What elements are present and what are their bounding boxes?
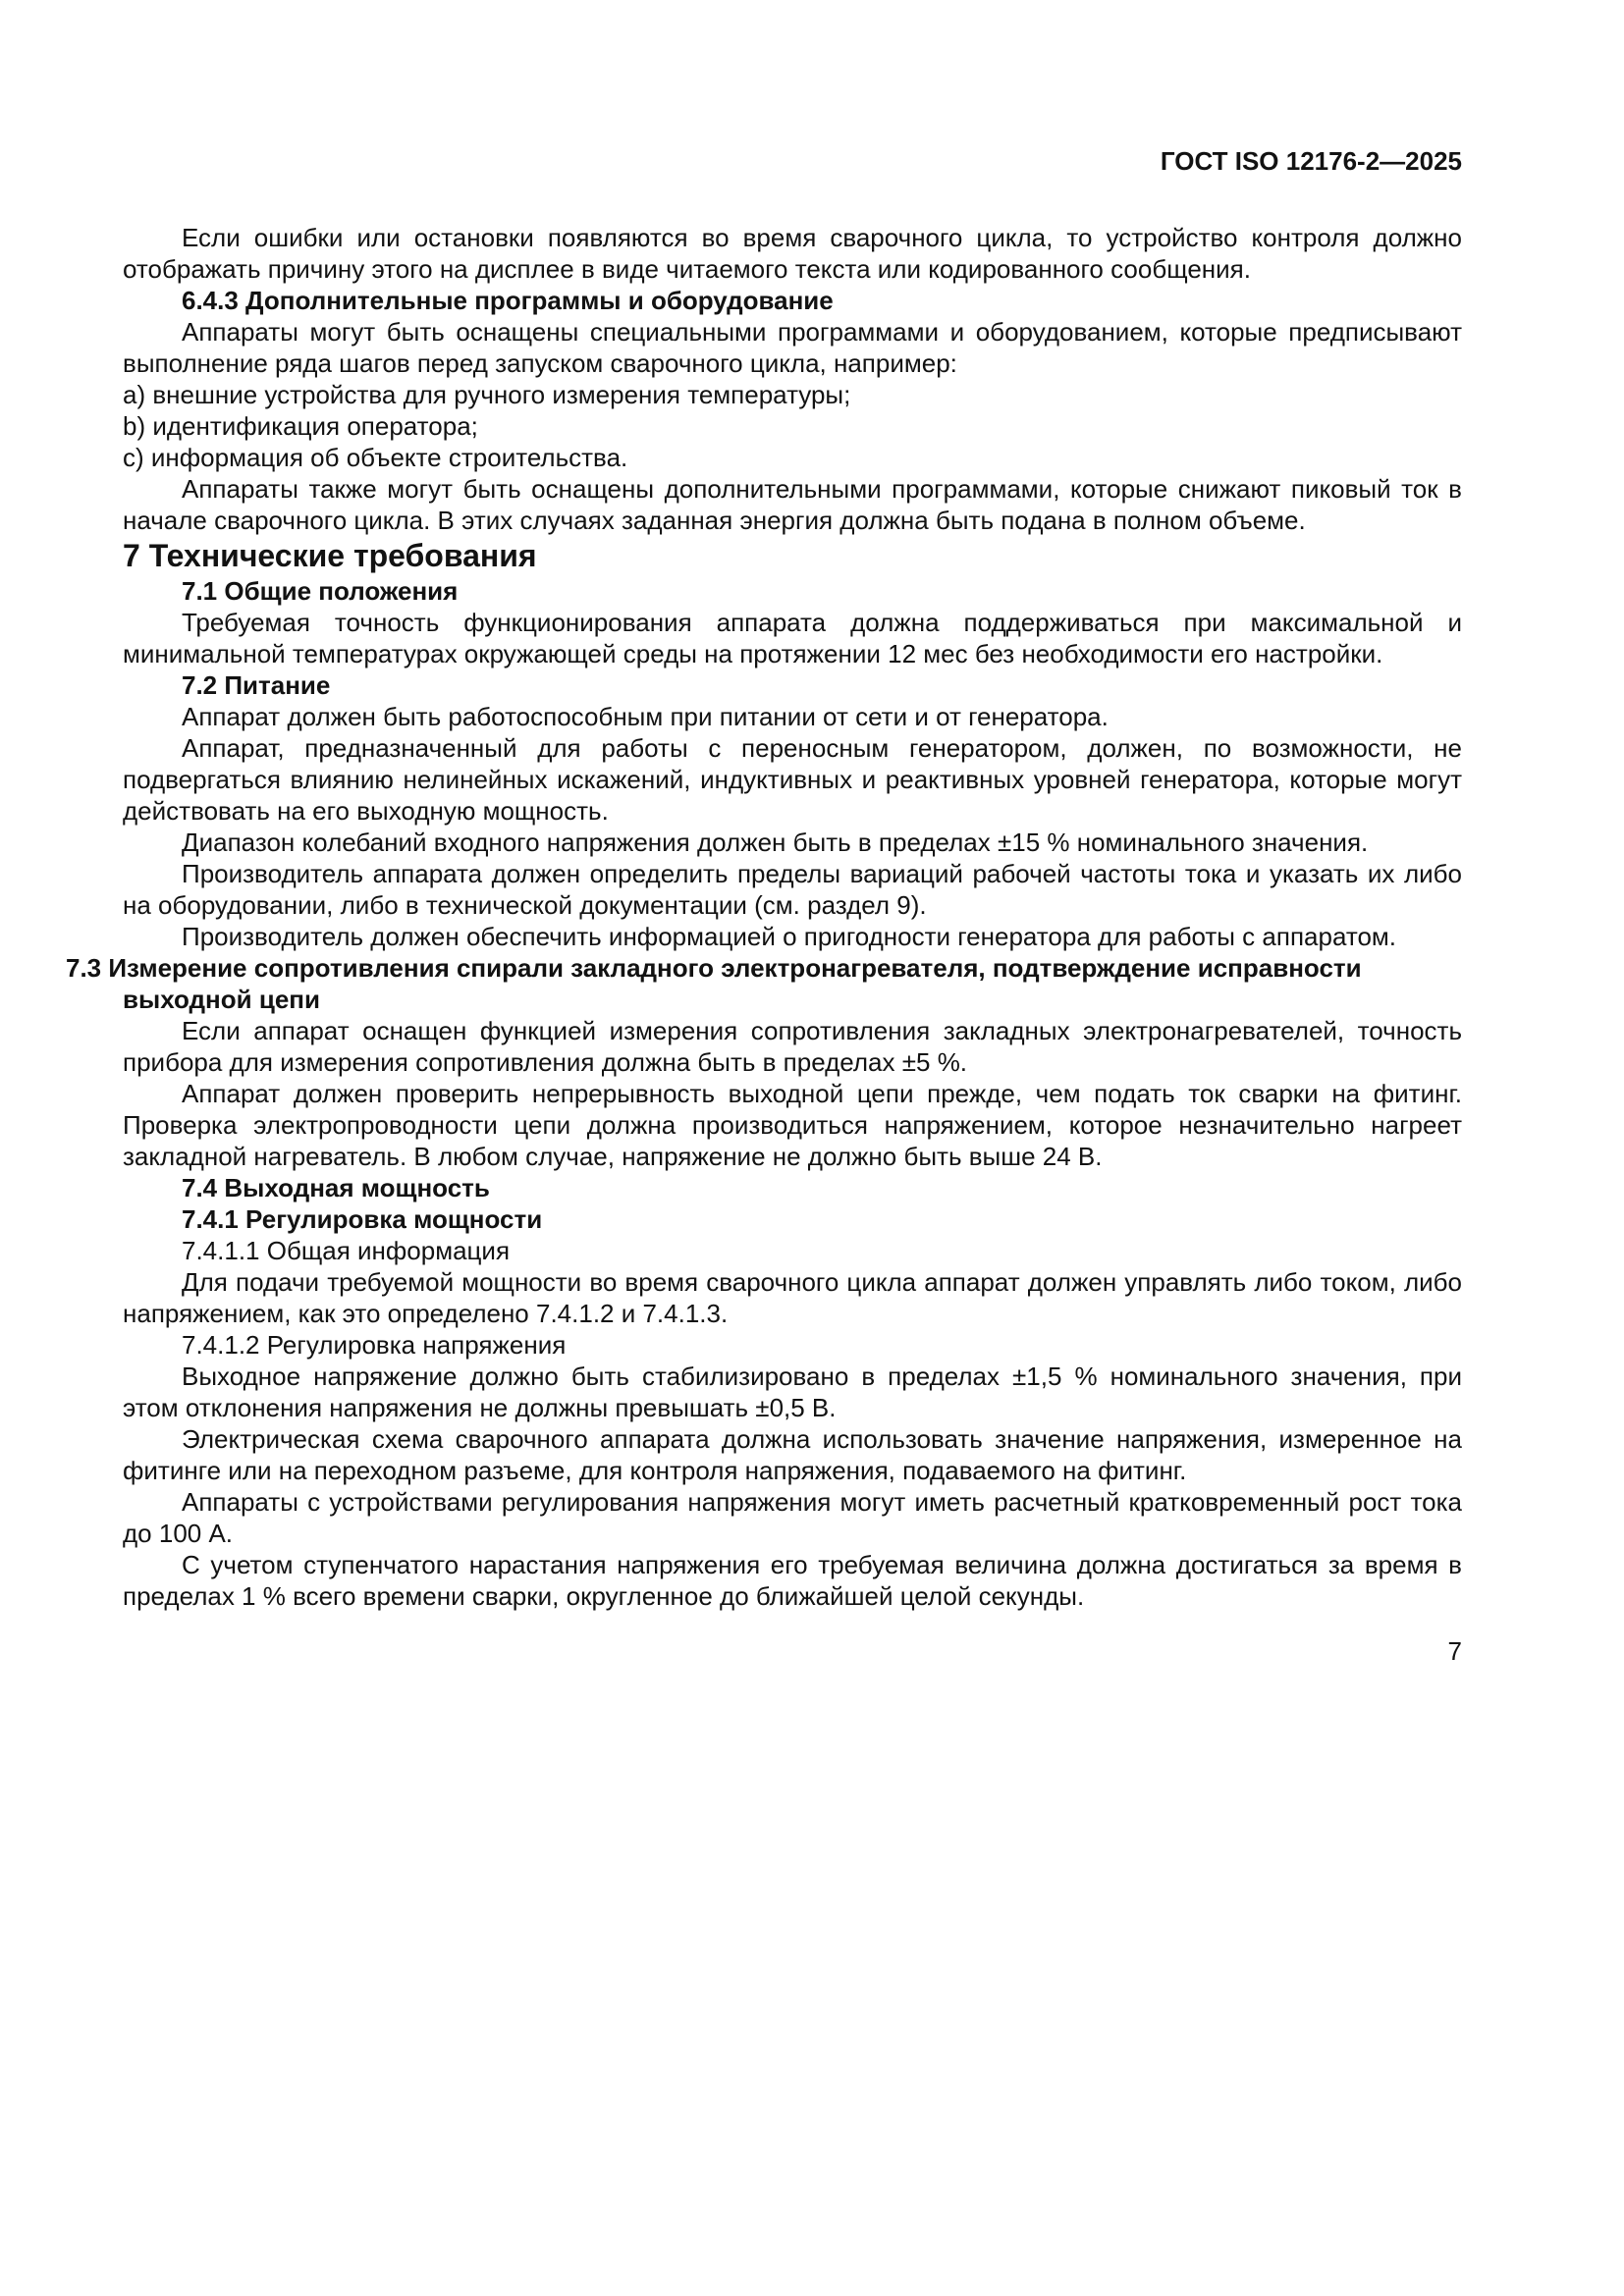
paragraph: Выходное напряжение должно быть стабилизировано в пределах ±1,5 % номинального значения, при этом отклонения напряжения не должны превышать ±0,5 В.	[123, 1362, 1462, 1422]
paragraph: Если ошибки или остановки появляются во время сварочного цикла, то устройство контроля должно отображать причину этого на дисплее в виде читаемого текста или кодированного сообщения.	[123, 223, 1462, 284]
list-item: b) идентификация оператора;	[123, 411, 478, 441]
paragraph: Аппараты могут быть оснащены специальными программами и оборудованием, которые предписывают выполнение ряда шагов перед запуском сварочного цикла, например:	[123, 317, 1462, 378]
paragraph: Производитель аппарата должен определить пределы вариаций рабочей частоты тока и указать их либо на оборудовании, либо в технической документации (см. раздел 9).	[123, 859, 1462, 920]
subsubsection-heading: 7.4.1 Регулировка мощности	[182, 1204, 543, 1234]
paragraph: Аппарат должен быть работоспособным при питании от сети и от генератора.	[182, 702, 1109, 731]
paragraph: Для подачи требуемой мощности во время сварочного цикла аппарат должен управлять либо током, либо напряжением, как это определено 7.4.1.2 и 7.4.1.3.	[123, 1267, 1462, 1328]
paragraph: Аппарат должен проверить непрерывность выходной цепи прежде, чем подать ток сварки на фитинг. Проверка электропроводности цепи должна производиться напряжением, которое незначительно нагреет закладной нагреватель. В любом случае, напряжение не должно быть выше 24 В.	[123, 1079, 1462, 1171]
paragraph: Аппарат, предназначенный для работы с переносным генератором, должен, по возможности, не подвергаться влиянию нелинейных искажений, индуктивных и реактивных уровней генератора, которые могут действовать на его выходную мощность.	[123, 733, 1462, 826]
subsection-heading: 7.3 Измерение сопротивления спирали закладного электронагревателя, подтверждение исправности выходной цепи	[66, 953, 1362, 1014]
doc-number: ГОСТ ISO 12176-2—2025	[1160, 146, 1462, 176]
subsection-heading: 7.2 Питание	[182, 670, 331, 700]
document-body	[66, 222, 1462, 1612]
paragraph: Аппараты также могут быть оснащены дополнительными программами, которые снижают пиковый ток в начале сварочного цикла. В этих случаях заданная энергия должна быть подана в полном объеме.	[123, 474, 1462, 535]
paragraph: С учетом ступенчатого нарастания напряжения его требуемая величина должна достигаться за время в пределах 1 % всего времени сварки, округленное до ближайшей целой секунды.	[123, 1550, 1462, 1611]
page-footer	[123, 1635, 1462, 1667]
paragraph: Производитель должен обеспечить информацией о пригодности генератора для работы с аппаратом.	[182, 922, 1397, 951]
paragraph: 7.4.1.2 Регулировка напряжения	[182, 1330, 567, 1360]
page-number: 7	[1447, 1636, 1462, 1666]
paragraph: Требуемая точность функционирования аппарата должна поддерживаться при максимальной и минимальной температурах окружающей среды на протяжении 12 мес без необходимости его настройки.	[123, 608, 1462, 668]
list-item: c) информация об объекте строительства.	[123, 443, 628, 472]
paragraph: Аппараты с устройствами регулирования напряжения могут иметь расчетный кратковременный рост тока до 100 А.	[123, 1487, 1462, 1548]
paragraph: Если аппарат оснащен функцией измерения сопротивления закладных электронагревателей, точность прибора для измерения сопротивления должна быть в пределах ±5 %.	[123, 1016, 1462, 1077]
subsection-heading: 7.4 Выходная мощность	[182, 1173, 490, 1202]
paragraph: Диапазон колебаний входного напряжения должен быть в пределах ±15 % номинального значения.	[182, 828, 1369, 857]
paragraph: 7.4.1.1 Общая информация	[182, 1236, 511, 1265]
list-item: a) внешние устройства для ручного измерения температуры;	[123, 380, 851, 409]
section-heading: 7 Технические требования	[123, 538, 537, 573]
document-header	[123, 145, 1462, 177]
paragraph: Электрическая схема сварочного аппарата должна использовать значение напряжения, измеренное на фитинге или на переходном разъеме, для контроля напряжения, подаваемого на фитинг.	[123, 1424, 1462, 1485]
subsection-heading: 7.1 Общие положения	[182, 576, 459, 606]
subsubsection-heading: 6.4.3 Дополнительные программы и оборудование	[182, 286, 834, 315]
